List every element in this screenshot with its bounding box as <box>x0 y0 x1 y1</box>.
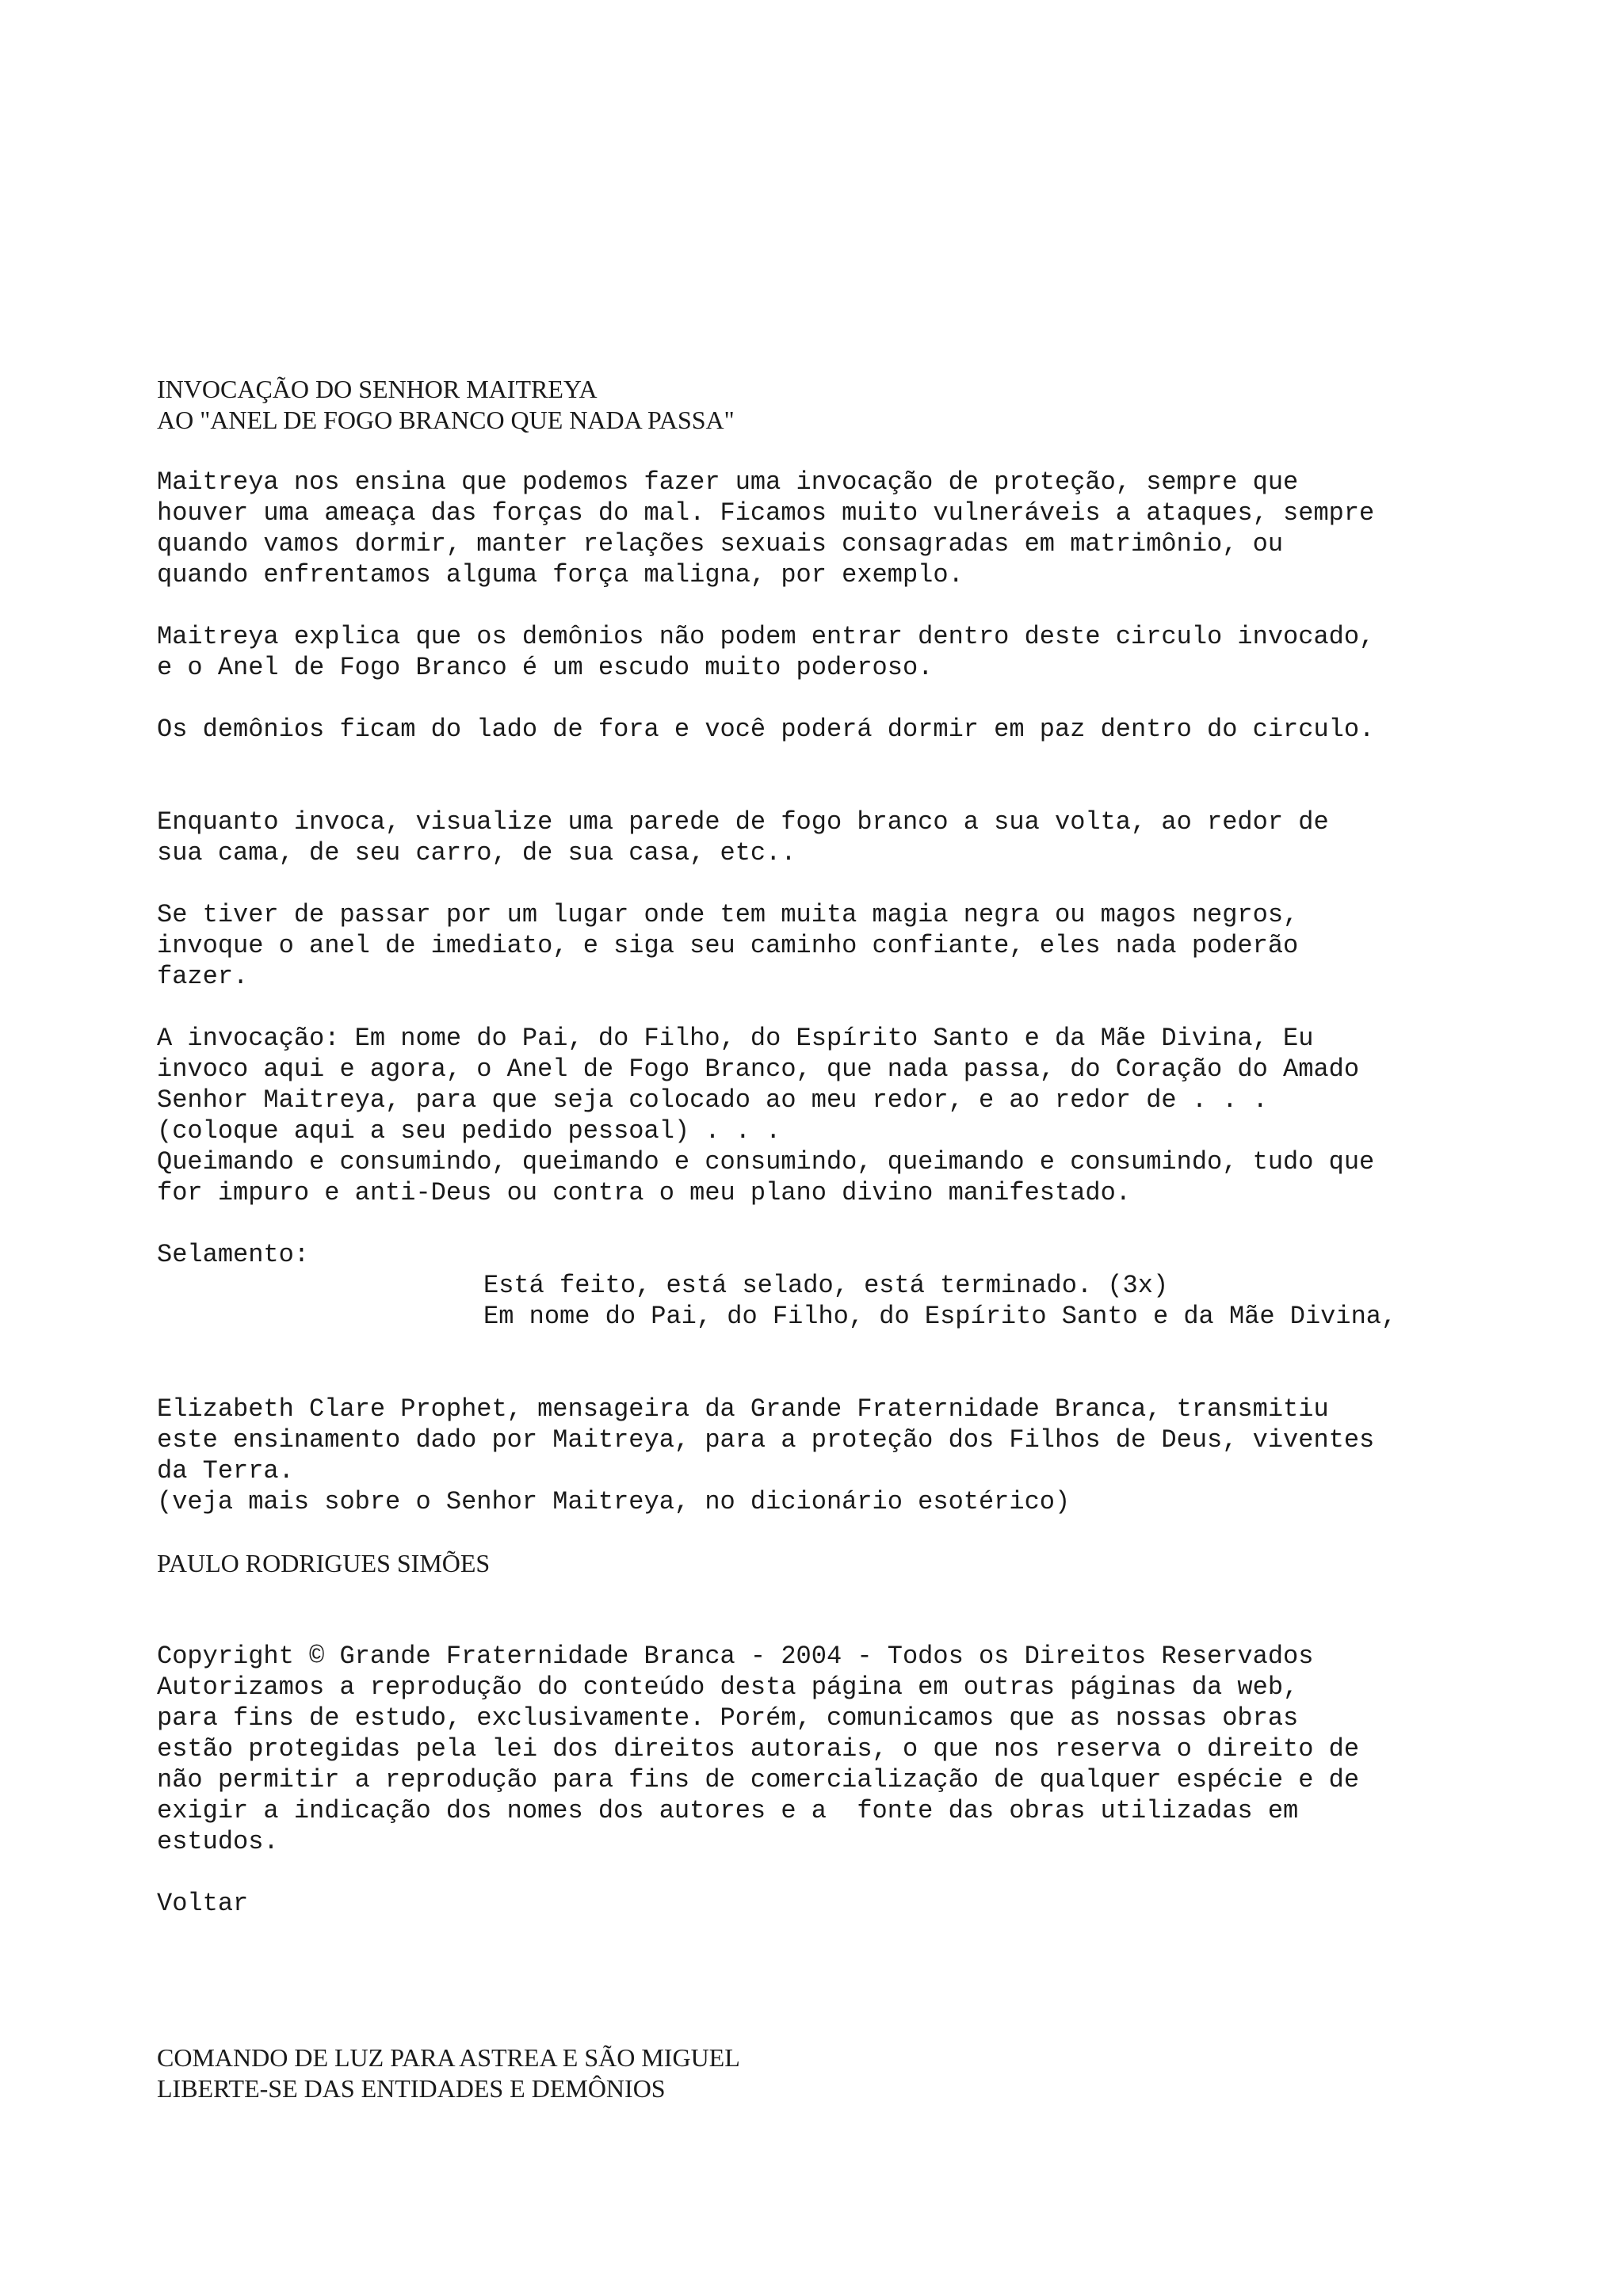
document-content <box>157 374 1504 2104</box>
next-section-title-2: LIBERTE-SE DAS ENTIDADES E DEMÔNIOS <box>157 2074 666 2103</box>
text-line: quando vamos dormir, manter relações sexuais consagradas em matrimônio, ou <box>157 529 1284 559</box>
text-line: for impuro e anti-Deus ou contra o meu plano divino manifestado. <box>157 1178 1131 1207</box>
text-line: Copyright © Grande Fraternidade Branca - 2004 - Todos os Direitos Reservados <box>157 1642 1314 1671</box>
text-line: A invocação: Em nome do Pai, do Filho, do Espírito Santo e da Mãe Divina, Eu <box>157 1024 1314 1053</box>
text-line: não permitir a reprodução para fins de comercialização de qualquer espécie e de <box>157 1765 1360 1794</box>
text-line: (coloque aqui a seu pedido pessoal) . . . <box>157 1116 781 1146</box>
paragraph-intro <box>157 467 1504 590</box>
spacer <box>157 1208 1504 1239</box>
title-line-1: INVOCAÇÃO DO SENHOR MAITREYA <box>157 375 598 403</box>
spacer <box>157 1857 1504 1888</box>
paragraph-black-magic <box>157 899 1504 992</box>
back-link[interactable]: Voltar <box>157 1889 249 1918</box>
spacer <box>157 992 1504 1023</box>
text-line: para fins de estudo, exclusivamente. Porém, comunicamos que as nossas obras <box>157 1703 1299 1733</box>
spacer <box>157 1919 1504 2042</box>
spacer <box>157 590 1504 621</box>
sealing-label: Selamento: <box>157 1240 310 1269</box>
text-line: Maitreya explica que os demônios não podem entrar dentro deste circulo invocado, <box>157 622 1375 651</box>
text-line: este ensinamento dado por Maitreya, para a proteção dos Filhos de Deus, viventes <box>157 1425 1375 1455</box>
text-line: Elizabeth Clare Prophet, mensageira da Grande Fraternidade Branca, transmitiu <box>157 1394 1329 1424</box>
spacer <box>157 745 1504 807</box>
spacer <box>157 683 1504 714</box>
spacer <box>157 1332 1504 1394</box>
sealing-line: Está feito, está selado, está terminado. (3x) <box>483 1271 1169 1300</box>
spacer <box>157 1579 1504 1641</box>
text-line: exigir a indicação dos nomes dos autores e a fonte das obras utilizadas em <box>157 1796 1299 1825</box>
spacer <box>157 436 1504 467</box>
sealing-section <box>157 1239 1504 1332</box>
paragraph-invocation <box>157 1023 1504 1208</box>
text-line: Maitreya nos ensina que podemos fazer uma invocação de proteção, sempre que <box>157 467 1299 497</box>
text-line: e o Anel de Fogo Branco é um escudo muito poderoso. <box>157 653 934 682</box>
paragraph-visualize <box>157 807 1504 868</box>
text-line: Autorizamos a reprodução do conteúdo desta página em outras páginas da web, <box>157 1672 1299 1702</box>
text-line: quando enfrentamos alguma força maligna, por exemplo. <box>157 560 964 589</box>
text-line: Senhor Maitreya, para que seja colocado ao meu redor, e ao redor de . . . <box>157 1085 1268 1115</box>
text-line: invoco aqui e agora, o Anel de Fogo Branco, que nada passa, do Coração do Amado <box>157 1055 1360 1084</box>
text-line: sua cama, de seu carro, de sua casa, etc.. <box>157 838 796 868</box>
text-line: Se tiver de passar por um lugar onde tem muita magia negra ou magos negros, <box>157 900 1299 929</box>
author-name: PAULO RODRIGUES SIMÕES <box>157 1549 491 1577</box>
spacer <box>157 868 1504 899</box>
text-line: da Terra. <box>157 1456 294 1486</box>
paragraph-attribution <box>157 1394 1504 1517</box>
text-line: (veja mais sobre o Senhor Maitreya, no dicionário esotérico) <box>157 1487 1071 1516</box>
text-line: estão protegidas pela lei dos direitos autorais, o que nos reserva o direito de <box>157 1734 1360 1764</box>
text-line: Os demônios ficam do lado de fora e você poderá dormir em paz dentro do circulo. <box>157 715 1375 744</box>
copyright-notice <box>157 1641 1504 1857</box>
paragraph-sleep-peace <box>157 714 1504 745</box>
sealing-line: Em nome do Pai, do Filho, do Espírito Santo e da Mãe Divina, <box>483 1302 1397 1331</box>
text-line: Queimando e consumindo, queimando e consumindo, queimando e consumindo, tudo que <box>157 1147 1375 1177</box>
text-line: Enquanto invoca, visualize uma parede de fogo branco a sua volta, ao redor de <box>157 807 1329 837</box>
text-line: houver uma ameaça das forças do mal. Ficamos muito vulneráveis a ataques, sempre <box>157 498 1375 528</box>
next-section-title-1: COMANDO DE LUZ PARA ASTREA E SÃO MIGUEL <box>157 2043 740 2072</box>
text-line: fazer. <box>157 962 249 991</box>
text-line: invoque o anel de imediato, e siga seu caminho confiante, eles nada poderão <box>157 931 1299 960</box>
title-line-2: AO "ANEL DE FOGO BRANCO QUE NADA PASSA" <box>157 406 735 434</box>
text-line: estudos. <box>157 1827 279 1856</box>
paragraph-demons-circle <box>157 621 1504 683</box>
spacer <box>157 1517 1504 1548</box>
